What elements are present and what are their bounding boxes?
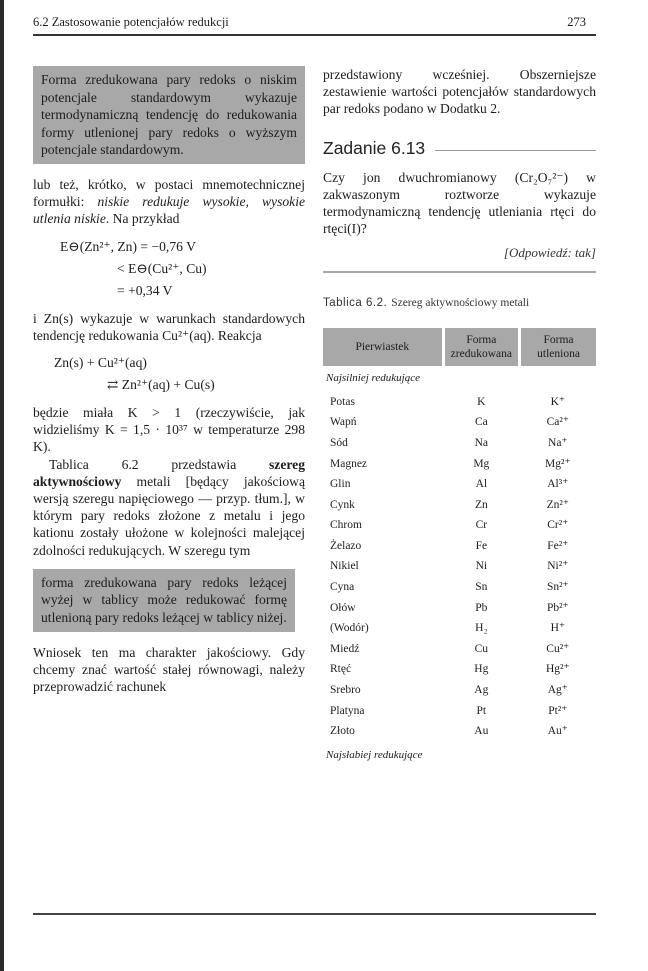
element-name-cell: (Wodór): [330, 622, 369, 635]
header-rule: [33, 34, 596, 36]
equation-line: E⊖(Zn²⁺, Zn) = −0,76 V: [60, 238, 196, 254]
mnemonic-italic: niskie redukuje wysokie, wysokie utlenia niskie: [33, 194, 306, 227]
table-row: [323, 639, 596, 660]
highlight-box-rule: Forma zredukowana pary redoks o niskim potencjale standardowym wykazuje termodynamiczną tendencję do redukowania formy utlenionej pary redoks o wyższym potencjale standardowym.: [33, 66, 305, 164]
text-run: Tablica 6.2 przedstawia: [49, 456, 270, 472]
header-element: Pierwiastek: [323, 328, 443, 366]
paragraph-equilibrium-constant: będzie miała K > 1 (rzeczywiście, jak widzieliśmy K = 1,5 · 10³⁷ w temperaturze 298 K).: [33, 404, 305, 455]
text-run: metali [będący jakościową wersją szeregu napięciowego — przyp. tłum.], w którym pary redoks złożone z metalu i jego kationu zostały ułożone w kolejności malejącej zdolności redukujących. W szeregu tym: [33, 473, 305, 558]
strongest-reducing-caption: Najsilniej redukujące: [326, 372, 420, 385]
element-name-cell: Platyna: [330, 704, 365, 717]
oxidized-form-cell: Na⁺: [548, 436, 568, 449]
task-heading: [323, 137, 596, 158]
oxidized-form-cell: Pt²⁺: [548, 704, 568, 717]
equation-reaction: [33, 352, 305, 396]
oxidized-form-cell: Cr²⁺: [547, 519, 569, 532]
element-name-cell: Rtęć: [330, 663, 352, 676]
equation-potentials: [33, 236, 305, 302]
element-name-cell: Magnez: [330, 457, 368, 470]
table-row: [323, 516, 596, 537]
task-rule: [435, 150, 596, 151]
running-header-title: 6.2 Zastosowanie potencjałów redukcji: [33, 15, 229, 29]
table-top-caption-row: [323, 366, 596, 392]
bottom-rule: [33, 913, 596, 915]
reduced-form-cell: Pt: [476, 704, 487, 717]
paragraph-continuation: przedstawiony wcześniej. Obszerniejsze zestawienie wartości potencjałów standardowych par redoks podano w Dodatku 2.: [323, 67, 596, 117]
reduced-form-cell: Zn: [474, 498, 488, 511]
table-row: [323, 619, 596, 640]
task-answer: [Odpowiedź: tak]: [503, 244, 596, 260]
reduced-form-cell: Al: [475, 478, 488, 491]
oxidized-form-cell: H⁺: [550, 622, 565, 635]
element-name-cell: Złoto: [330, 725, 355, 738]
table-bottom-caption-row: [323, 742, 596, 768]
highlight-box-series: forma zredukowana pary redoks leżącej wyżej w tablicy może redukować formę utlenioną pary redoks leżącej w tablicy niżej.: [33, 569, 295, 632]
reduced-form-cell: Ca: [474, 416, 488, 429]
reduced-form-cell: Na: [474, 436, 489, 449]
equation-line: = +0,34 V: [117, 282, 173, 298]
element-name-cell: Potas: [330, 395, 355, 408]
table-label: Tablica 6.2.: [323, 296, 388, 309]
table-row: [323, 701, 596, 722]
element-name-cell: Cynk: [330, 498, 355, 511]
table-row: [323, 454, 596, 475]
oxidized-form-cell: Ag⁺: [547, 684, 568, 697]
element-name-cell: Srebro: [330, 684, 361, 697]
equation-line: ⇄ Zn²⁺(aq) + Cu(s): [107, 376, 215, 392]
element-name-cell: Cyna: [330, 581, 355, 594]
element-name-cell: Nikiel: [330, 560, 359, 573]
table-row: [323, 680, 596, 701]
table-row: [323, 413, 596, 434]
element-name-cell: Ołów: [330, 601, 356, 614]
paragraph-activity-series: [33, 456, 305, 559]
element-name-cell: Miedź: [330, 642, 360, 655]
oxidized-form-cell: Ca²⁺: [546, 416, 569, 429]
oxidized-form-cell: Au⁺: [547, 725, 568, 738]
table-row: [323, 557, 596, 578]
task-title: Zadanie 6.13: [323, 137, 426, 158]
task-text: Czy jon dwuchromianowy (Cr₂O₇²⁻) w zakwaszonym roztworze wykazuje termodynamiczną tendencję utleniania rtęci do rtęci(I)?: [323, 169, 596, 237]
reduced-form-cell: Cr: [475, 519, 488, 532]
reduced-form-cell: Fe: [475, 539, 488, 552]
paragraph-conclusion: Wniosek ten ma charakter jakościowy. Gdy chcemy znać wartość stałej równowagi, należy przeprowadzić rachunek: [33, 644, 305, 694]
element-name-cell: Sód: [330, 436, 348, 449]
oxidized-form-cell: Fe²⁺: [547, 539, 569, 552]
reduced-form-cell: Cu: [474, 642, 489, 655]
element-name-cell: Żelazo: [330, 539, 362, 552]
weakest-reducing-caption: Najsłabiej redukujące: [326, 748, 423, 761]
page-number: 273: [567, 15, 586, 29]
oxidized-form-cell: Cu²⁺: [546, 642, 570, 655]
bold-term: szereg aktywnościowy: [33, 456, 305, 489]
table-row: [323, 577, 596, 598]
paragraph-mnemonic: [33, 176, 305, 228]
reduced-form-cell: Pb: [475, 601, 488, 614]
oxidized-form-cell: Al³⁺: [547, 478, 569, 491]
equation-line: Zn(s) + Cu²⁺(aq): [54, 354, 147, 370]
task-separator: [323, 271, 596, 273]
activity-series-table: [323, 328, 596, 768]
header-reduced-form: Forma zredukowana: [443, 328, 519, 366]
element-name-cell: Glin: [330, 478, 351, 491]
equation-line: < E⊖(Cu²⁺, Cu): [117, 260, 207, 276]
table-row: [323, 433, 596, 454]
oxidized-form-cell: Sn²⁺: [546, 581, 569, 594]
reduced-form-cell: Ni: [475, 560, 488, 573]
reduced-form-cell: Au: [474, 725, 489, 738]
table-row: [323, 536, 596, 557]
reduced-form-cell: Mg: [473, 457, 490, 470]
oxidized-form-cell: Pb²⁺: [546, 601, 569, 614]
table-caption: [323, 295, 596, 312]
reduced-form-cell: Hg: [474, 663, 489, 676]
table-row: [323, 392, 596, 413]
element-name-cell: Wapń: [330, 416, 357, 429]
paragraph-reaction-intro: i Zn(s) wykazuje w warunkach standardowych tendencję redukowania Cu²⁺(aq). Reakcja: [33, 310, 305, 343]
header-oxidized-form: Forma utleniona: [520, 328, 596, 366]
oxidized-form-cell: Ni²⁺: [547, 560, 569, 573]
table-header-row: [323, 328, 596, 366]
right-column: [323, 66, 596, 768]
table-row: [323, 598, 596, 619]
reduced-form-cell: H₂: [475, 622, 488, 635]
table-row: [323, 722, 596, 743]
reduced-form-cell: K: [477, 395, 486, 408]
element-name-cell: Chrom: [330, 519, 362, 532]
table-title: Szereg aktywnościowy metali: [391, 296, 530, 309]
page-edge-shadow: [0, 0, 4, 971]
oxidized-form-cell: Zn²⁺: [546, 498, 569, 511]
text-run: . Na przykład: [105, 211, 180, 227]
oxidized-form-cell: K⁺: [550, 395, 565, 408]
oxidized-form-cell: Hg²⁺: [545, 663, 570, 676]
table-row: [323, 495, 596, 516]
oxidized-form-cell: Mg²⁺: [545, 457, 571, 470]
left-column: [33, 66, 305, 695]
table-row: [323, 474, 596, 495]
reduced-form-cell: Ag: [474, 684, 489, 697]
text-run: lub też, krótko, w postaci mnemotechnicznej formułki:: [33, 176, 305, 210]
table-row: [323, 660, 596, 681]
reduced-form-cell: Sn: [475, 581, 488, 594]
